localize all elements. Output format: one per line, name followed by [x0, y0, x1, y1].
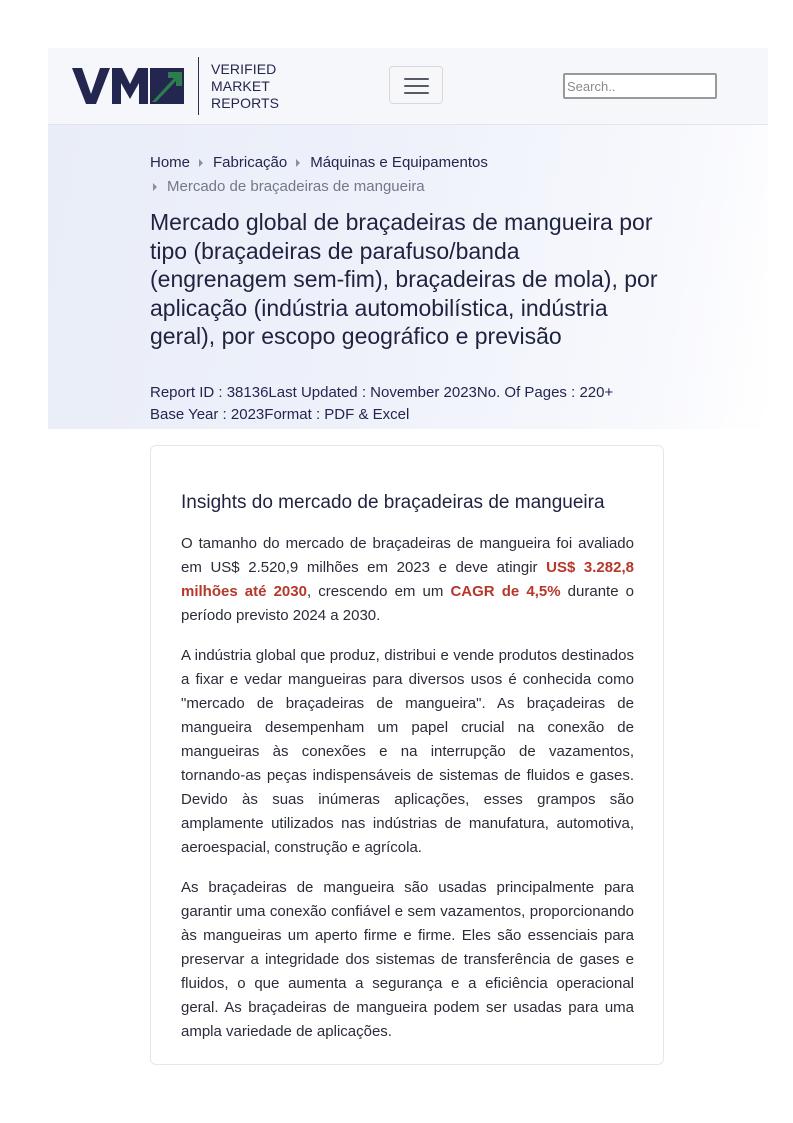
insights-paragraph-2: A indústria global que produz, distribui e vende produtos destinados a fixar e vedar mangueiras para diversos usos é conhecida como "mercado de braçadeiras de mangueira". As braçadeiras de mangueira desempenham um papel crucial na conexão de mangueiras às conexões e na interrupção de vazamentos, tornando-as peças indispensáveis de sistemas de fluidos e gases. Devido às suas inúmeras aplicações, esses grampos são amplamente utilizados nas indústrias de manufatura, automotiva, aeroespacial, construção e agrícola.	[181, 647, 634, 856]
base-year-label: Base Year :	[150, 406, 231, 423]
base-year-value: 2023	[230, 406, 265, 423]
breadcrumb-fabricacao[interactable]: Fabricação	[213, 154, 288, 171]
pages-value: 220+	[579, 384, 614, 401]
p1-text-c: durante o período previsto 2024 a 2030.	[181, 583, 635, 624]
page-title: Mercado global de braçadeiras de mangueira por tipo (braçadeiras de parafuso/banda (engrenagem sem-fim), braçadeiras de mola), por aplicação (indústria automobilística, indústria geral), por escopo geográfico e previsão	[150, 209, 658, 349]
report-id-value: 38136	[226, 384, 269, 401]
logo-line-1: VERIFIED	[211, 60, 277, 77]
logo-wordmark	[211, 61, 279, 112]
p1-text-a: O tamanho do mercado de braçadeiras de mangueira foi avaliado em US$ 2.520,9 milhões em 2023 e deve atingir	[181, 535, 634, 576]
page	[48, 48, 768, 1040]
format-label: Format :	[264, 406, 325, 423]
chevron-right-icon	[199, 159, 203, 167]
pages-label: No. Of Pages :	[476, 384, 580, 401]
breadcrumb-home[interactable]: Home	[150, 154, 191, 171]
report-hero	[48, 125, 768, 429]
insights-heading: Insights do mercado de braçadeiras de mangueira	[181, 492, 605, 513]
updated-value: November 2023	[370, 384, 477, 401]
chevron-right-icon	[296, 159, 300, 167]
p1-text-b: , crescendo em um	[306, 583, 451, 600]
p1-highlight-cagr: CAGR de 4,5%	[450, 583, 561, 600]
logo-divider	[198, 57, 199, 115]
breadcrumb-current: Mercado de braçadeiras de mangueira	[167, 178, 425, 195]
report-id-label: Report ID :	[150, 384, 227, 401]
format-value: PDF & Excel	[324, 406, 410, 423]
search-input[interactable]	[563, 73, 717, 99]
updated-label: Last Updated :	[268, 384, 371, 401]
hamburger-menu-button[interactable]	[389, 66, 443, 104]
insights-paragraph-1	[181, 532, 634, 628]
breadcrumb	[150, 151, 488, 199]
menu-bar-icon	[404, 85, 429, 87]
insights-card	[150, 445, 664, 1065]
site-logo[interactable]	[72, 56, 279, 116]
report-meta	[150, 382, 613, 426]
menu-bar-icon	[404, 78, 429, 80]
chevron-right-icon	[153, 183, 157, 191]
site-header	[48, 48, 768, 125]
menu-bar-icon	[404, 92, 429, 94]
insights-paragraph-3: As braçadeiras de mangueira são usadas principalmente para garantir uma conexão confiável e sem vazamentos, proporcionando às mangueiras um aperto firme e firme. Eles são essenciais para preservar a integridade dos sistemas de transferência de gases e fluidos, o que aumenta a segurança e a eficiência operacional geral. As braçadeiras de mangueira podem ser usadas para uma ampla variedade de aplicações.	[181, 879, 634, 1040]
breadcrumb-maquinas[interactable]: Máquinas e Equipamentos	[310, 154, 488, 171]
vmr-logo-icon	[72, 66, 184, 106]
logo-line-2: MARKET	[211, 77, 270, 94]
p1-highlight-value: US$ 3.282,8 milhões até 2030	[181, 559, 634, 600]
logo-line-3: REPORTS	[211, 94, 280, 111]
